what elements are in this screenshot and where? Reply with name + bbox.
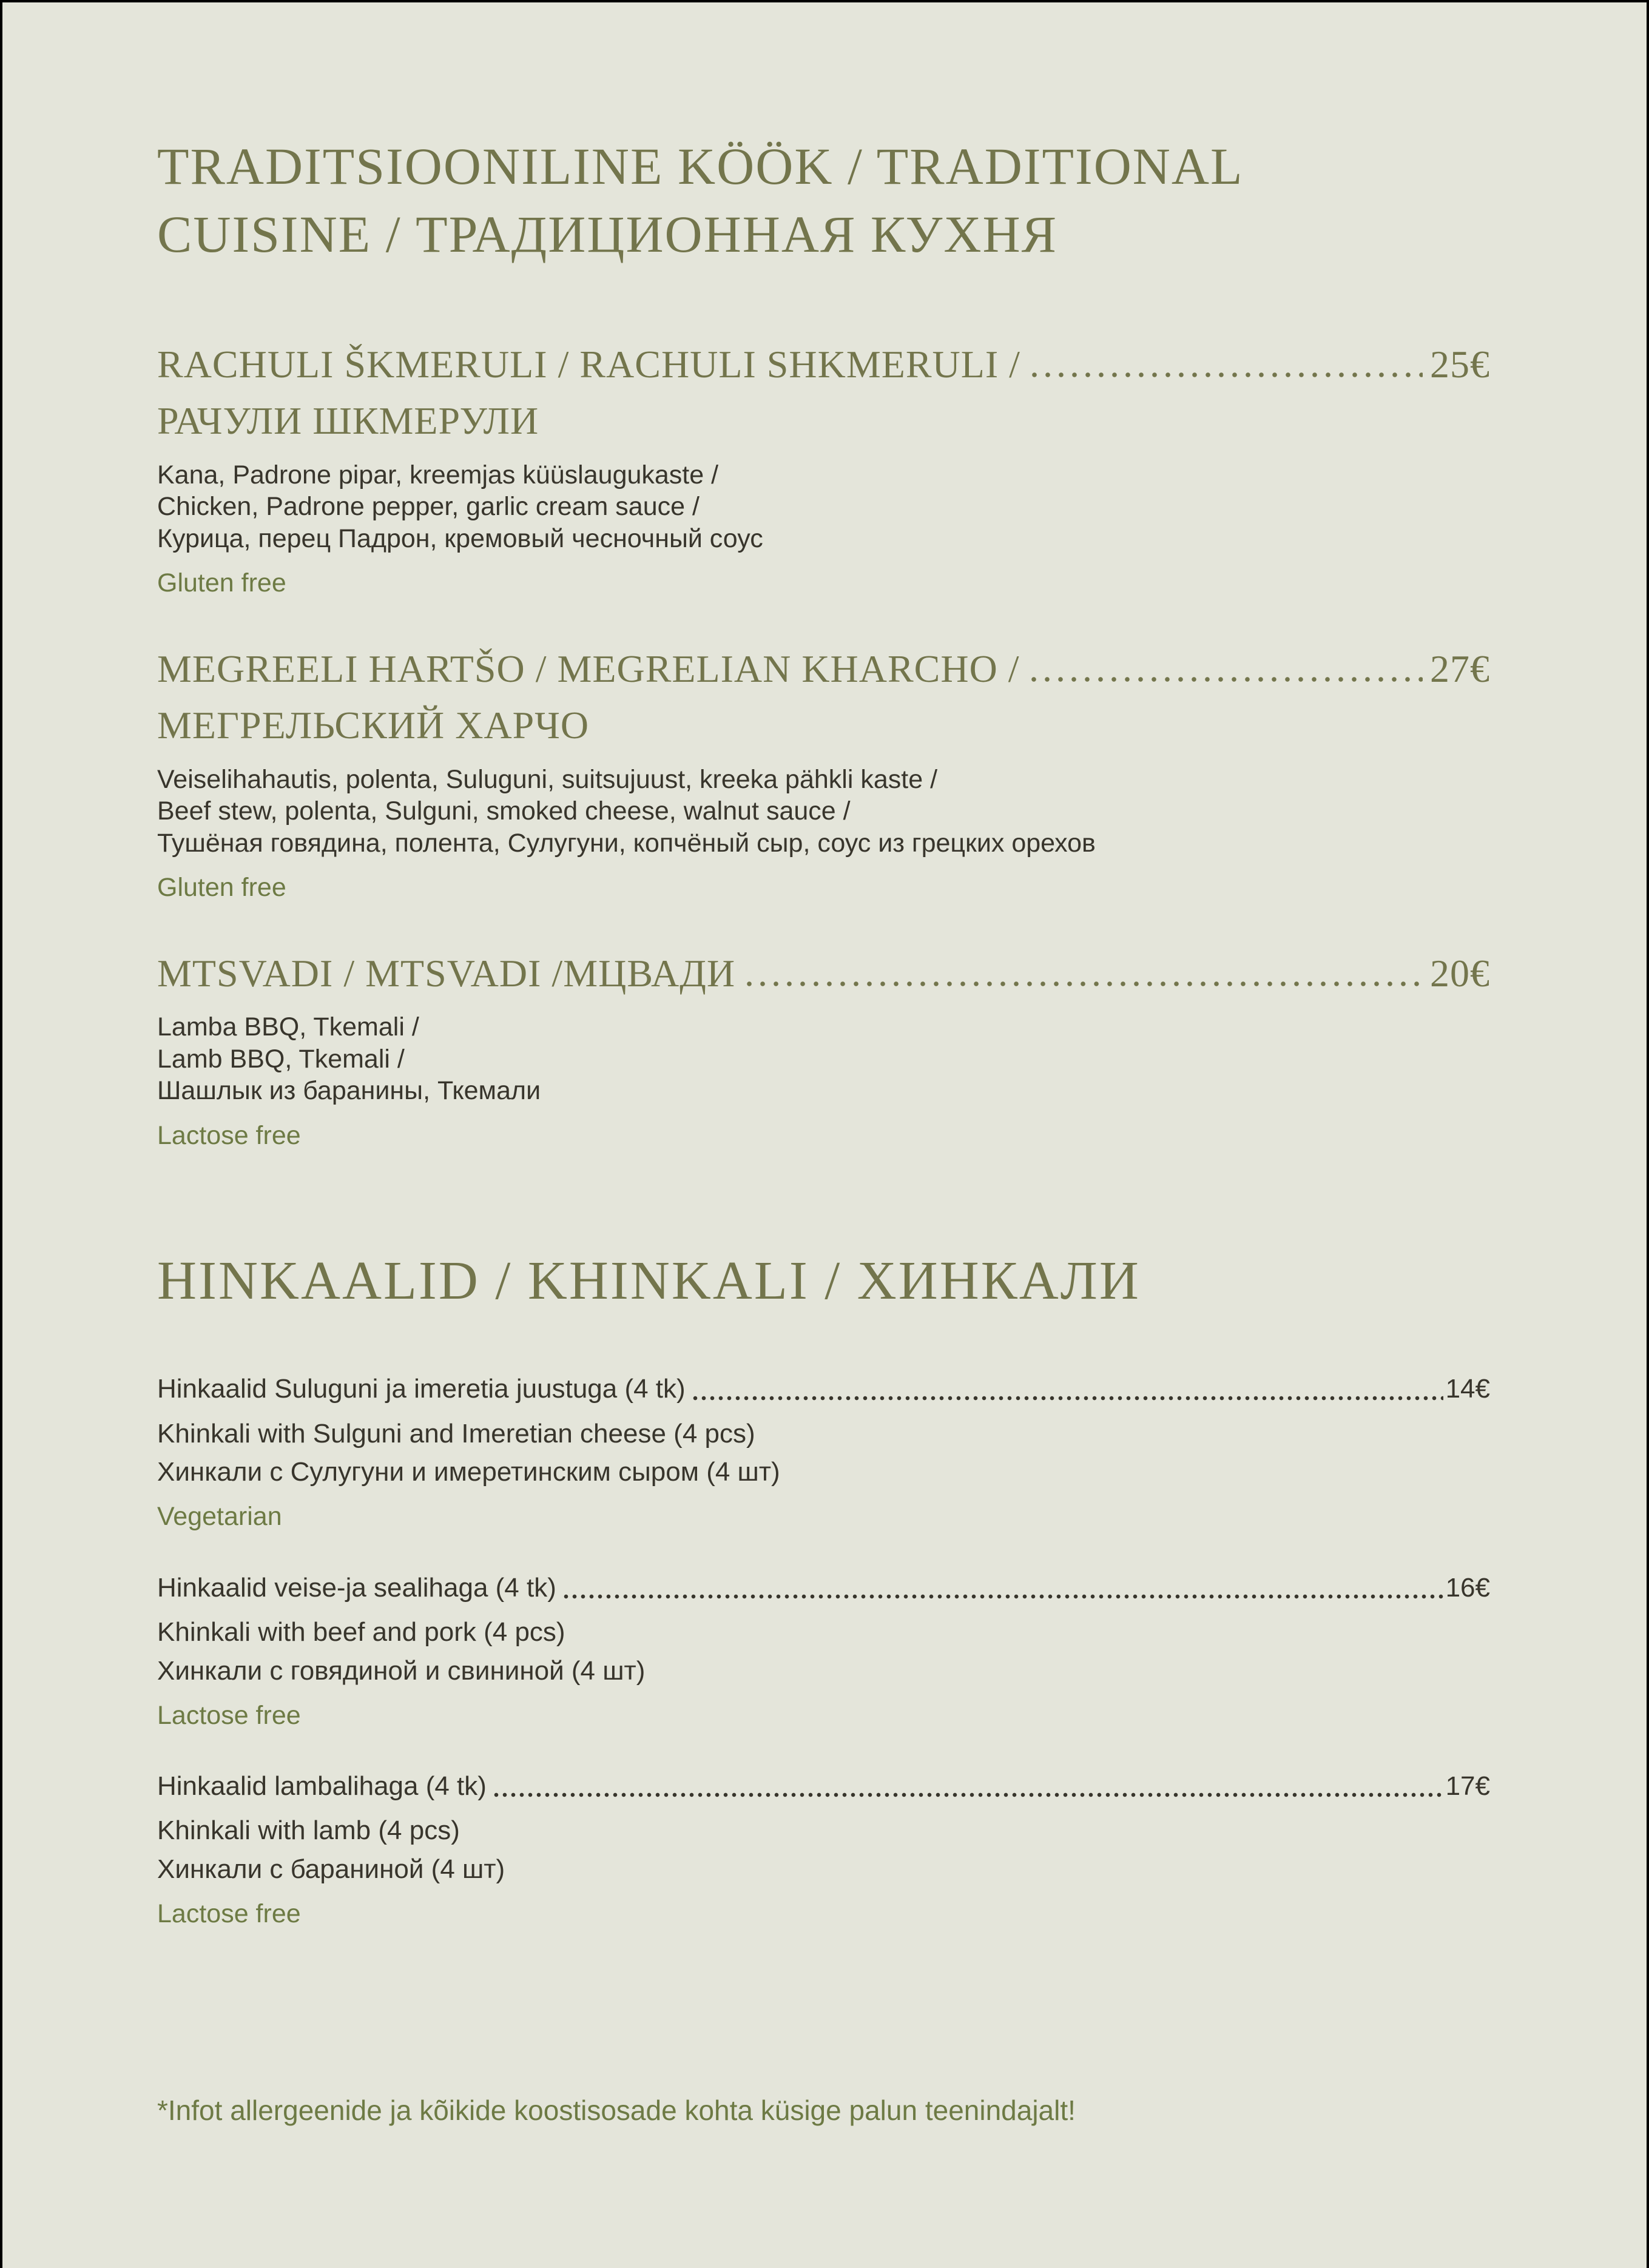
description-line-ru: Хинкали с бараниной (4 шт) — [157, 1854, 505, 1885]
dietary-badge: Gluten free — [157, 568, 286, 598]
menu-item-description — [157, 764, 1490, 859]
dotted-leader — [564, 1594, 1443, 1599]
menu-item-khinkali-cheese — [157, 1371, 1490, 1532]
description-line-et: Veiselihahautis, polenta, Suluguni, suitsujuust, kreeka pähkli kaste / — [157, 764, 938, 794]
menu-item-name: Hinkaalid Suluguni ja imeretia juustuga (4 tk) — [157, 1374, 686, 1404]
description-line-en: Chicken, Padrone pepper, garlic cream sauce / — [157, 492, 700, 522]
menu-item-mtsvadi — [157, 951, 1490, 1152]
menu-item-title-row — [157, 1371, 1490, 1406]
description-line-ru: Шашлык из баранины, Ткемали — [157, 1076, 541, 1106]
menu-item-title-row — [157, 1769, 1490, 1803]
menu-item-price: 20€ — [1430, 951, 1490, 995]
menu-item-title-row — [157, 1570, 1490, 1605]
description-line-en: Beef stew, polenta, Sulguni, smoked cheese, walnut sauce / — [157, 796, 851, 826]
dotted-leader — [1031, 372, 1423, 378]
description-line-ru: Тушёная говядина, полента, Сулугуни, копчёный сыр, соус из грецких орехов — [157, 828, 1096, 858]
menu-item-price: 27€ — [1430, 647, 1490, 690]
menu-item-price: 16€ — [1445, 1572, 1490, 1603]
section-title-khinkali: HINKAALID / KHINKALI / ХИНКАЛИ — [157, 1251, 1141, 1311]
menu-item-name: MEGREELI HARTŠO / MEGRELIAN KHARCHO / — [157, 647, 1020, 690]
menu-item-description — [157, 1811, 1490, 1889]
description-line-en: Khinkali with beef and pork (4 pcs) — [157, 1617, 565, 1647]
menu-item-description — [157, 459, 1490, 554]
menu-item-price: 14€ — [1445, 1374, 1490, 1404]
menu-item-description — [157, 1415, 1490, 1492]
dotted-leader — [494, 1792, 1443, 1797]
menu-item-price: 17€ — [1445, 1771, 1490, 1802]
dotted-leader — [746, 981, 1423, 987]
menu-item-description — [157, 1613, 1490, 1691]
menu-item-rachuli-shkmeruli — [157, 342, 1490, 599]
menu-item-title-row — [157, 951, 1490, 996]
dotted-leader — [1031, 676, 1423, 682]
description-line-ru: Хинкали с говядиной и свининой (4 шт) — [157, 1655, 646, 1686]
description-line-et: Kana, Padrone pipar, kreemjas küüslaugukaste / — [157, 460, 719, 490]
menu-item-title-row — [157, 647, 1490, 692]
allergen-note: *Infot allergeenide ja kõikide koostisosade kohta küsige palun teenindajalt! — [157, 2094, 1076, 2126]
description-line-ru: Курица, перец Падрон, кремовый чесночный соус — [157, 523, 763, 553]
menu-item-name-russian: МЕГРЕЛЬСКИЙ ХАРЧО — [157, 704, 590, 747]
menu-item-price: 25€ — [1430, 342, 1490, 386]
menu-item-name: Hinkaalid lambalihaga (4 tk) — [157, 1771, 487, 1802]
menu-page-content — [2, 2, 1647, 2268]
dietary-badge: Gluten free — [157, 873, 286, 903]
dietary-badge: Lactose free — [157, 1700, 301, 1730]
menu-item-name-russian: РАЧУЛИ ШКМЕРУЛИ — [157, 399, 539, 443]
menu-item-description — [157, 1011, 1490, 1106]
dietary-badge: Vegetarian — [157, 1502, 282, 1532]
menu-item-name: Hinkaalid veise-ja sealihaga (4 tk) — [157, 1572, 556, 1603]
description-line-ru: Хинкали с Сулугуни и имеретинским сыром (4 шт) — [157, 1457, 780, 1487]
description-line-en: Khinkali with lamb (4 pcs) — [157, 1815, 460, 1846]
dietary-badge: Lactose free — [157, 1120, 301, 1150]
section-title-traditional-cuisine: TRADITSIOONILINE KÖÖK / TRADITIONAL CUISINE / ТРАДИЦИОННАЯ КУХНЯ — [157, 137, 1242, 263]
menu-item-megrelian-kharcho — [157, 647, 1490, 904]
menu-item-title-row — [157, 342, 1490, 387]
dietary-badge: Lactose free — [157, 1899, 301, 1928]
menu-item-khinkali-beef-pork — [157, 1570, 1490, 1731]
menu-item-name: MTSVADI / MTSVADI /МЦВАДИ — [157, 951, 736, 995]
description-line-et: Lamba BBQ, Tkemali / — [157, 1012, 419, 1042]
menu-item-khinkali-lamb — [157, 1769, 1490, 1930]
dotted-leader — [693, 1396, 1443, 1401]
description-line-en: Lamb BBQ, Tkemali / — [157, 1044, 405, 1074]
menu-item-name: RACHULI ŠKMERULI / RACHULI SHKMERULI / — [157, 342, 1020, 386]
description-line-en: Khinkali with Sulguni and Imeretian cheese (4 pcs) — [157, 1418, 755, 1449]
